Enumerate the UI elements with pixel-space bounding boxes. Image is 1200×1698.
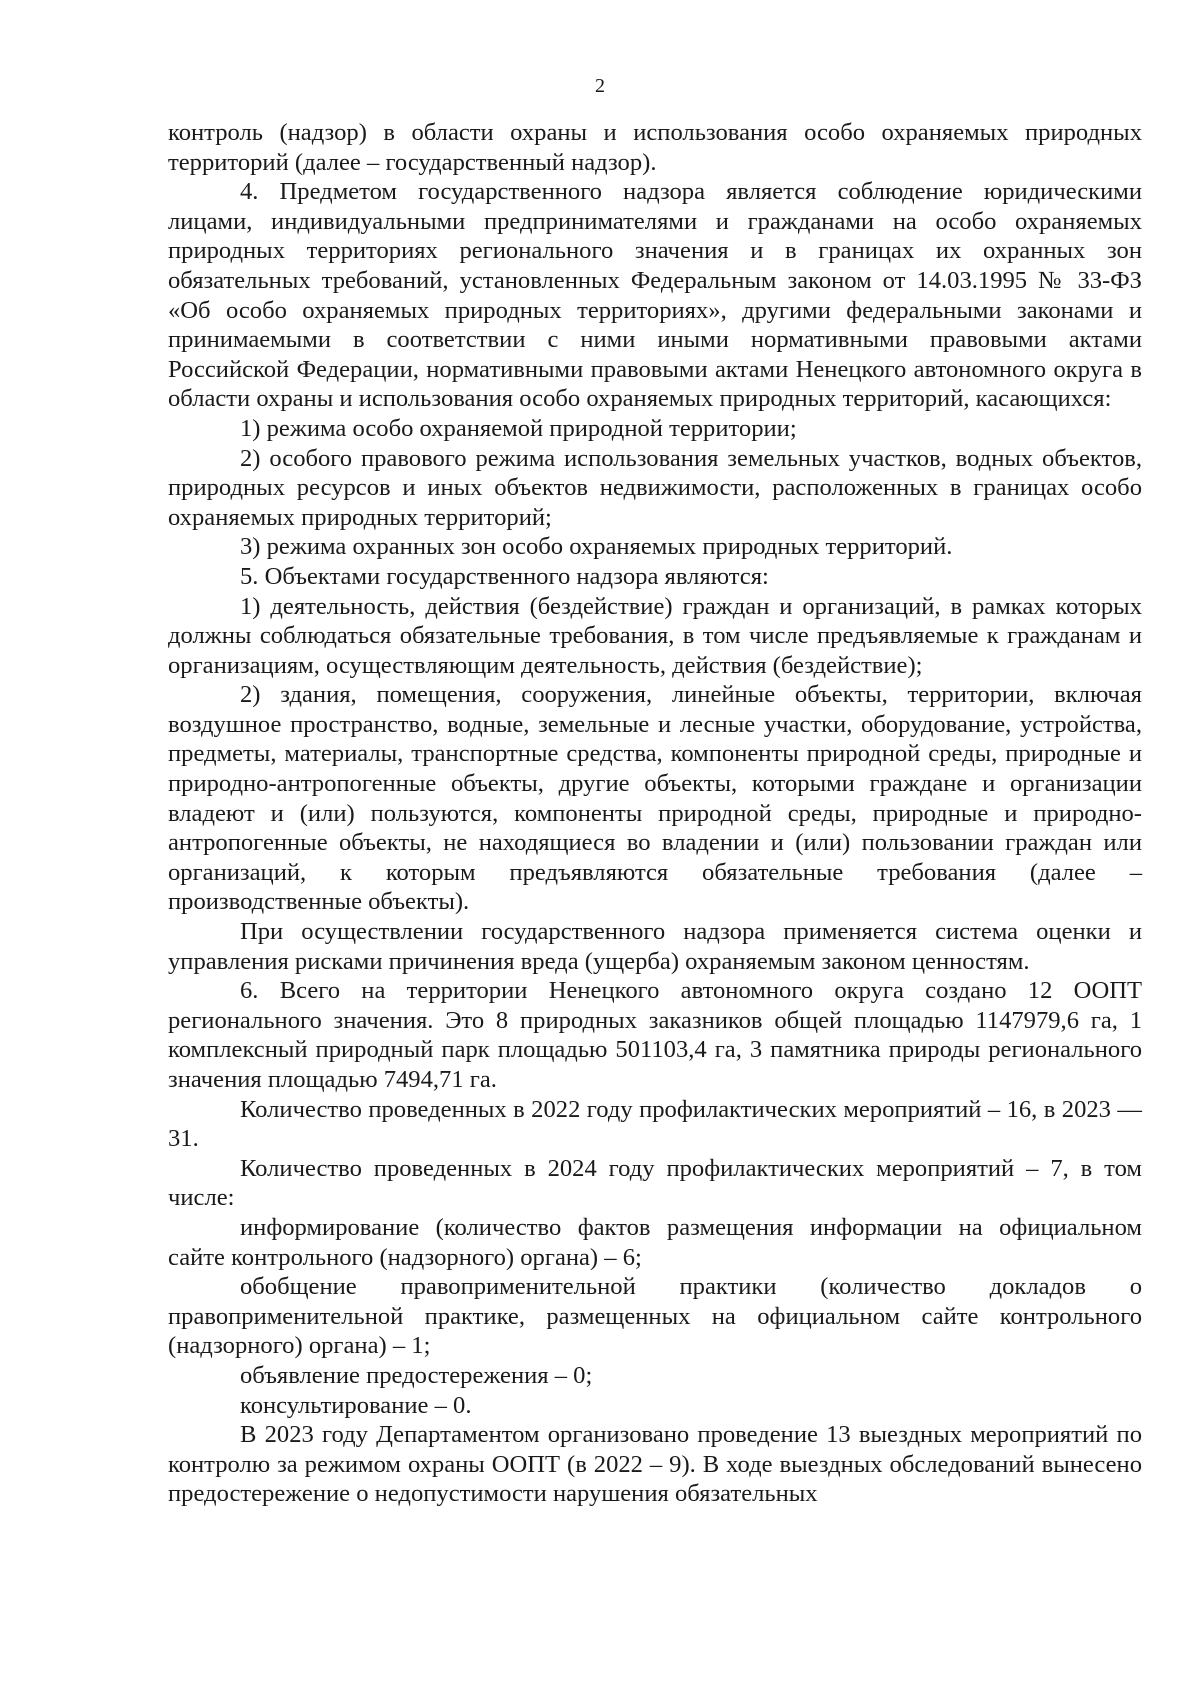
list-item: 1) режима особо охраняемой природной территории; xyxy=(240,414,797,442)
list-item: консультирование – 0. xyxy=(240,1391,472,1419)
list-item: 3) режима охранных зон особо охраняемых природных территорий. xyxy=(240,533,953,561)
list-item: информирование (количество фактов размещения информации на официальном сайте контрольного (надзорного) органа) – 6; xyxy=(168,1213,1142,1271)
paragraph: Количество проведенных в 2022 году профилактических мероприятий – 16, в 2023 — 31. xyxy=(168,1095,1142,1153)
paragraph: При осуществлении государственного надзора применяется система оценки и управления рисками причинения вреда (ущерба) охраняемым законом ценностям. xyxy=(168,918,1142,975)
page-number: 2 xyxy=(595,75,605,97)
paragraph: 5. Объектами государственного надзора являются: xyxy=(240,562,769,590)
list-item: обобщение правоприменительной практики (количество докладов о правоприменительной практике, размещенных на официальном сайте контрольного (надзорного) органа) – 1; xyxy=(168,1273,1142,1360)
paragraph: 4. Предметом государственного надзора является соблюдение юридическими лицами, индивидуальными предпринимателями и гражданами на особо охраняемых природных территориях регионального значения и в границах их охранных зон обязательных требований, установленных Федеральным законом от 14.03.1995 № 33-ФЗ «Об особо охраняемых природных территориях», другими федеральными законами и принимаемыми в соответствии с ними иными нормативными правовыми актами Российской Федерации, нормативными правовыми актами Ненецкого автономного округа в области охраны и использования особо охраняемых природных территорий, касающихся: xyxy=(168,178,1142,413)
paragraph: Количество проведенных в 2024 году профилактических мероприятий – 7, в том числе: xyxy=(168,1154,1142,1212)
list-item: 1) деятельность, действия (бездействие) граждан и организаций, в рамках которых должны соблюдаться обязательные требования, в том числе предъявляемые к гражданам и организациям, осуществляющим деятельность, действия (бездействие); xyxy=(168,592,1142,679)
paragraph: В 2023 году Департаментом организовано проведение 13 выездных мероприятий по контролю за режимом охраны ООПТ (в 2022 – 9). В ходе выездных обследований вынесено предостережение о недопустимости нарушения обязательных xyxy=(168,1421,1142,1508)
document-body xyxy=(168,118,1142,1509)
list-item: 2) особого правового режима использования земельных участков, водных объектов, природных ресурсов и иных объектов недвижимости, расположенных в границах особо охраняемых природных территорий; xyxy=(168,444,1142,531)
paragraph: 6. Всего на территории Ненецкого автономного округа создано 12 ООПТ регионального значения. Это 8 природных заказников общей площадью 1147979,6 га, 1 комплексный природный парк площадью 501103,4 га, 3 памятника природы регионального значения площадью 7494,71 га. xyxy=(168,977,1142,1093)
list-item: объявление предостережения – 0; xyxy=(240,1361,593,1389)
list-item: 2) здания, помещения, сооружения, линейные объекты, территории, включая воздушное пространство, водные, земельные и лесные участки, оборудование, устройства, предметы, материалы, транспортные средства, компоненты природной среды, природные и природно-антропогенные объекты, другие объекты, которыми граждане и организации владеют и (или) пользуются, компоненты природной среды, природные и природно-антропогенные объекты, не находящиеся во владении и (или) пользовании граждан или организаций, к которым предъявляются обязательные требования (далее – производственные объекты). xyxy=(168,681,1142,916)
paragraph: контроль (надзор) в области охраны и использования особо охраняемых природных территорий (далее – государственный надзор). xyxy=(168,119,1142,176)
